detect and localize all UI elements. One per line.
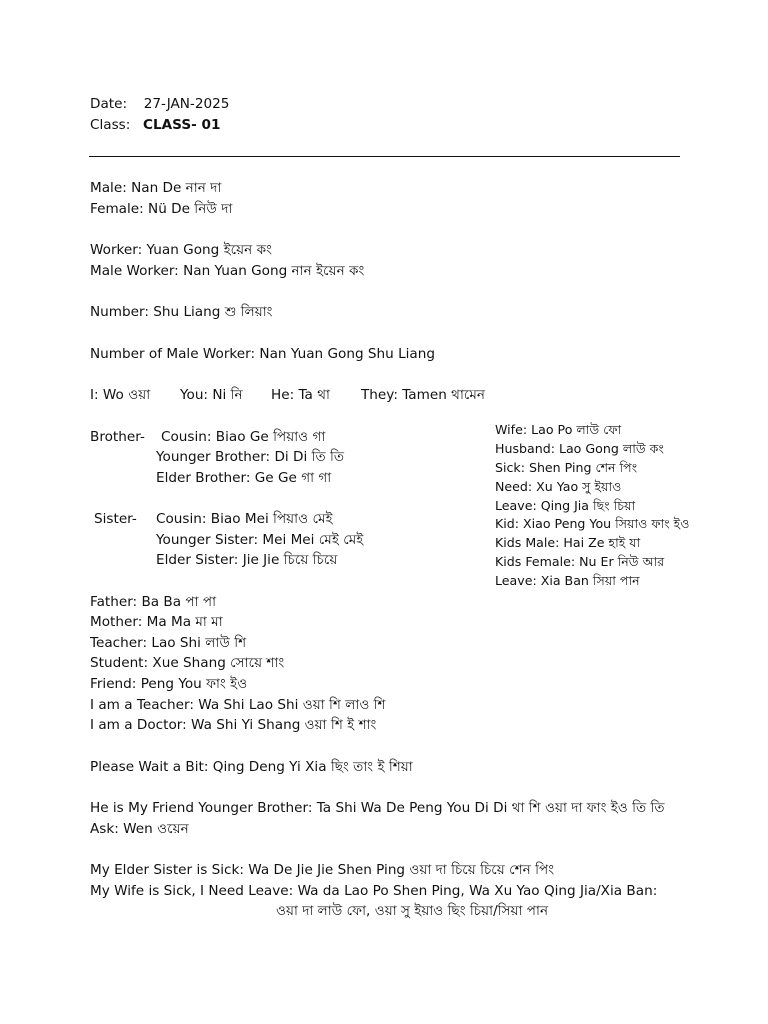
brother-label: Brother- bbox=[90, 429, 145, 445]
pronoun-you: You: Ni নি bbox=[180, 387, 243, 403]
side-vocab-kids-female: Kids Female: Nu Er নিউ আর bbox=[495, 554, 665, 569]
vocab-younger-brother: Younger Brother: Di Di তি তি bbox=[156, 449, 345, 465]
vocab-female: Female: Nü De নিউ দা bbox=[90, 201, 233, 217]
side-vocab-sick: Sick: Shen Ping শেন পিং bbox=[495, 460, 638, 475]
vocab-male-worker: Male Worker: Nan Yuan Gong নান ইয়েন কং bbox=[90, 263, 365, 279]
vocab-brother-cousin: Cousin: Biao Ge পিয়াও গা bbox=[161, 429, 326, 445]
sentence-wife-sick: My Wife is Sick, I Need Leave: Wa da Lao Po Shen Ping, Wa Xu Yao Qing Jia/Xia Ban: bbox=[90, 883, 658, 899]
class-label: Class: bbox=[90, 117, 131, 133]
date-value: 27-JAN-2025 bbox=[143, 96, 230, 112]
vocab-teacher: Teacher: Lao Shi লাউ শি bbox=[90, 635, 247, 651]
side-vocab-leave-xia-ban: Leave: Xia Ban সিয়া পান bbox=[495, 573, 640, 588]
sentence-i-am-doctor: I am a Doctor: Wa Shi Yi Shang ওয়া শি ই শাং bbox=[90, 717, 377, 733]
vocab-male: Male: Nan De নান দা bbox=[90, 180, 222, 196]
sentence-i-am-teacher: I am a Teacher: Wa Shi Lao Shi ওয়া শি লাও শি bbox=[90, 697, 386, 713]
side-vocab-wife: Wife: Lao Po লাউ ফো bbox=[495, 422, 622, 437]
date-line bbox=[90, 94, 229, 114]
vocab-number-male-worker: Number of Male Worker: Nan Yuan Gong Shu Liang bbox=[90, 346, 436, 362]
vocab-friend: Friend: Peng You ফাং ইও bbox=[90, 676, 248, 692]
pronoun-he: He: Ta থা bbox=[271, 387, 330, 403]
sentence-elder-sister-sick: My Elder Sister is Sick: Wa De Jie Jie Shen Ping ওয়া দা চিয়ে চিয়ে শেন পিং bbox=[90, 862, 555, 878]
vocab-father: Father: Ba Ba পা পা bbox=[90, 594, 217, 610]
vocab-younger-sister: Younger Sister: Mei Mei মেই মেই bbox=[156, 532, 364, 548]
side-vocab-husband: Husband: Lao Gong লাউ কং bbox=[495, 441, 664, 456]
sentence-please-wait: Please Wait a Bit: Qing Deng Yi Xia ছিং তাং ই শিয়া bbox=[90, 759, 413, 775]
vocab-student: Student: Xue Shang সোয়ে শাং bbox=[90, 655, 285, 671]
vocab-ask: Ask: Wen ওয়েন bbox=[90, 821, 189, 837]
side-vocab-leave-qing-jia: Leave: Qing Jia ছিং চিয়া bbox=[495, 498, 636, 513]
date-label: Date: bbox=[90, 96, 128, 112]
vocab-mother: Mother: Ma Ma মা মা bbox=[90, 614, 223, 630]
side-vocab-need: Need: Xu Yao সু ইয়াও bbox=[495, 479, 622, 494]
vocab-worker: Worker: Yuan Gong ইয়েন কং bbox=[90, 242, 272, 258]
vocab-sister-cousin: Cousin: Biao Mei পিয়াও মেই bbox=[156, 511, 333, 527]
pronoun-i: I: Wo ওয়া bbox=[90, 387, 151, 403]
class-line bbox=[90, 115, 220, 135]
sentence-friend-brother: He is My Friend Younger Brother: Ta Shi Wa De Peng You Di Di থা শি ওয়া দা ফাং ইও তি তি bbox=[90, 800, 665, 816]
sentence-wife-sick-bengali: ওয়া দা লাউ ফো, ওয়া সু ইয়াও ছিং চিয়া/সিয়া পান bbox=[276, 903, 549, 919]
vocab-elder-brother: Elder Brother: Ge Ge গা গা bbox=[156, 470, 332, 486]
sister-label: Sister- bbox=[94, 511, 137, 527]
horizontal-divider bbox=[89, 156, 680, 157]
class-value: CLASS- 01 bbox=[143, 117, 221, 133]
side-vocab-kid: Kid: Xiao Peng You সিয়াও ফাং ইও bbox=[495, 516, 690, 531]
pronoun-they: They: Tamen থামেন bbox=[361, 387, 486, 403]
vocab-number: Number: Shu Liang শু লিয়াং bbox=[90, 304, 273, 320]
side-vocab-kids-male: Kids Male: Hai Ze হাই যা bbox=[495, 535, 641, 550]
vocab-elder-sister: Elder Sister: Jie Jie চিয়ে চিয়ে bbox=[156, 552, 338, 568]
